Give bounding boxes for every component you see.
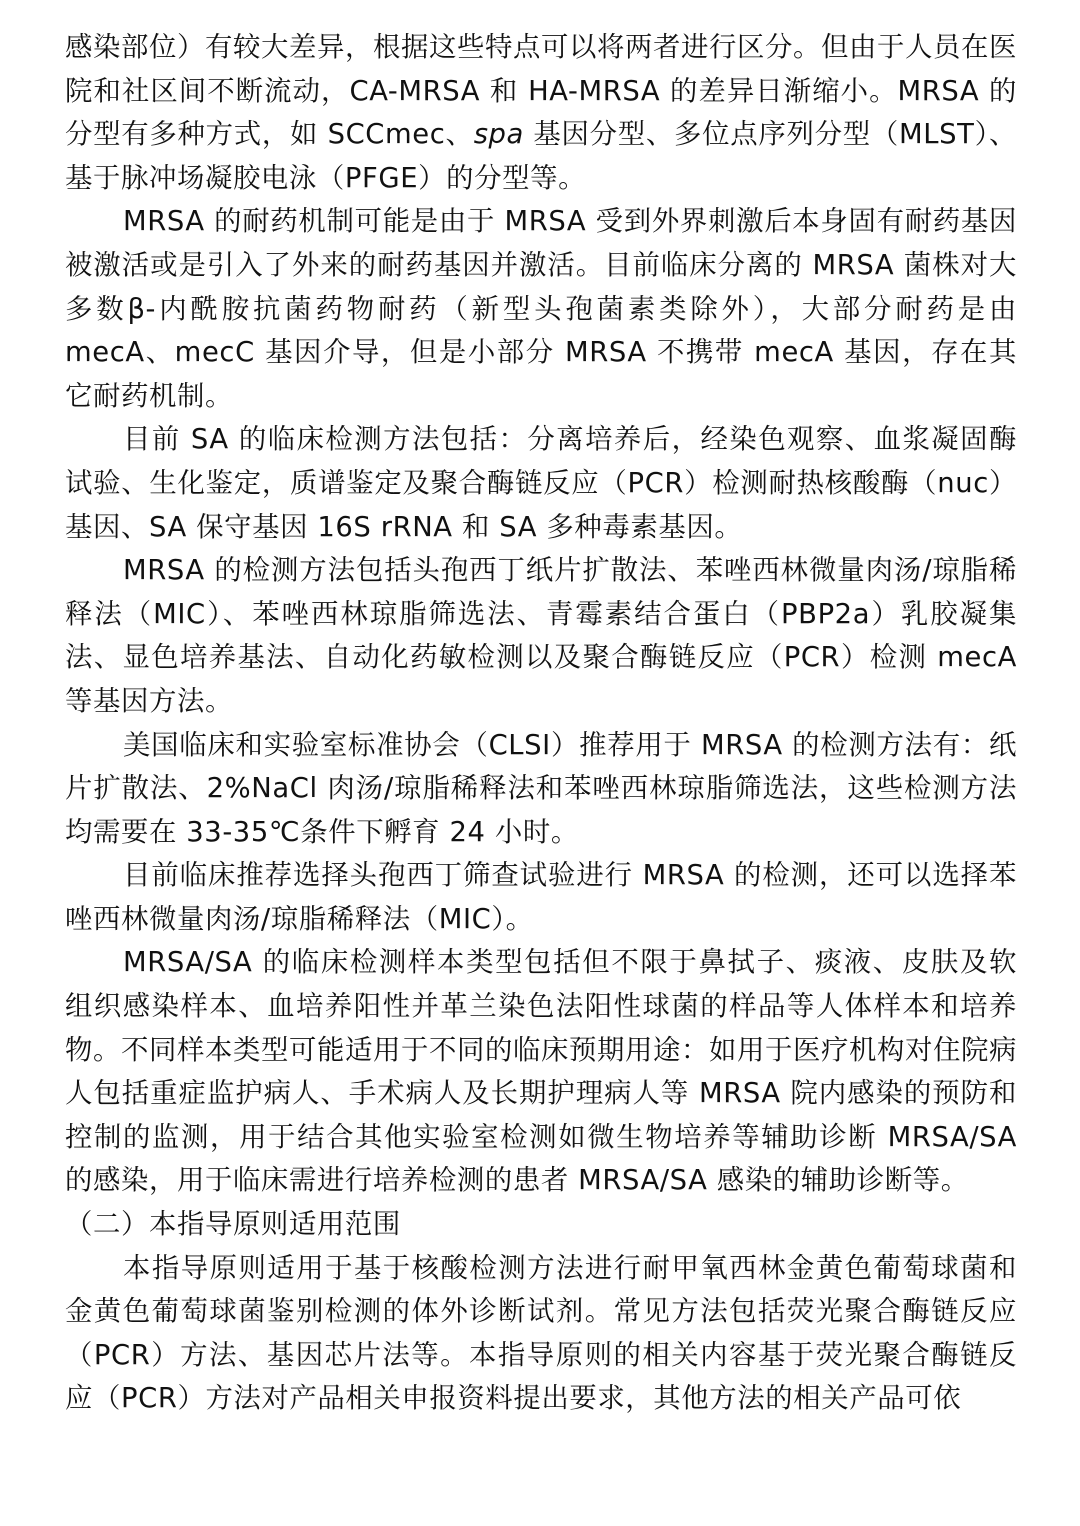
paragraph-clinical-recommendation: 目前临床推荐选择头孢西丁筛查试验进行 MRSA 的检测，还可以选择苯唑西林微量肉汤/琼脂稀释法（MIC）。 xyxy=(65,860,1017,935)
paragraph-text: 基因分型、多位点序列分型（MLST）、基于脉冲场凝胶电泳（PFGE）的分型等。 xyxy=(65,119,1017,194)
paragraph-mrsa-typing xyxy=(65,26,1017,200)
paragraph-mrsa-detection-methods: MRSA 的检测方法包括头孢西丁纸片扩散法、苯唑西林微量肉汤/琼脂稀释法（MIC）、苯唑西林琼脂筛选法、青霉素结合蛋白（PBP2a）乳胶凝集法、显色培养基法、自动化药敏检测以及聚合酶链反应（PCR）检测 mecA 等基因方法。 xyxy=(65,555,1017,717)
paragraph-scope: 本指导原则适用于基于核酸检测方法进行耐甲氧西林金黄色葡萄球菌和金黄色葡萄球菌鉴别检测的体外诊断试剂。常见方法包括荧光聚合酶链反应（PCR）方法、基因芯片法等。本指导原则的相关内容基于荧光聚合酶链反应（PCR）方法对产品相关申报资料提出要求，其他方法的相关产品可依 xyxy=(65,1252,1017,1415)
paragraph-sample-types: MRSA/SA 的临床检测样本类型包括但不限于鼻拭子、痰液、皮肤及软组织感染样本、血培养阳性并革兰染色法阳性球菌的样品等人体样本和培养物。不同样本类型可能适用于不同的临床预期用途：如用于医疗机构对住院病人包括重症监护病人、手术病人及长期护理病人等 MRSA 院内感染的预防和控制的监测，用于结合其他实验室检测如微生物培养等辅助诊断 MRSA/SA 的感染，用于临床需进行培养检测的患者 MRSA/SA 感染的辅助诊断等。 xyxy=(65,947,1017,1197)
document-page xyxy=(65,26,1017,1421)
paragraph-text: 感染部位）有较大差异，根据这些特点可以将两者进行区分。但由于人员在医院和社区间不断流动，CA-MRSA 和 HA-MRSA 的差异日渐缩小。MRSA 的分型有多种方式，如 SCCmec、 xyxy=(65,32,1017,151)
paragraph-resistance-mechanism: MRSA 的耐药机制可能是由于 MRSA 受到外界刺激后本身固有耐药基因被激活或是引入了外来的耐药基因并激活。目前临床分离的 MRSA 菌株对大多数β-内酰胺抗菌药物耐药（新型头孢菌素类除外），大部分耐药是由 mecA、mecC 基因介导，但是小部分 MRSA 不携带 mecA 基因，存在其它耐药机制。 xyxy=(65,206,1017,412)
italic-term-spa: spa xyxy=(473,119,524,151)
section-heading: （二）本指导原则适用范围 xyxy=(65,1209,401,1241)
paragraph-sa-detection-methods: 目前 SA 的临床检测方法包括：分离培养后，经染色观察、血浆凝固酶试验、生化鉴定，质谱鉴定及聚合酶链反应（PCR）检测耐热核酸酶（nuc）基因、SA 保守基因 16S rRNA 和 SA 多种毒素基因。 xyxy=(65,424,1017,543)
paragraph-clsi-methods: 美国临床和实验室标准协会（CLSI）推荐用于 MRSA 的检测方法有：纸片扩散法、2%NaCl 肉汤/琼脂稀释法和苯唑西林琼脂筛选法，这些检测方法均需要在 33-35℃条件下孵育 24 小时。 xyxy=(65,729,1017,848)
